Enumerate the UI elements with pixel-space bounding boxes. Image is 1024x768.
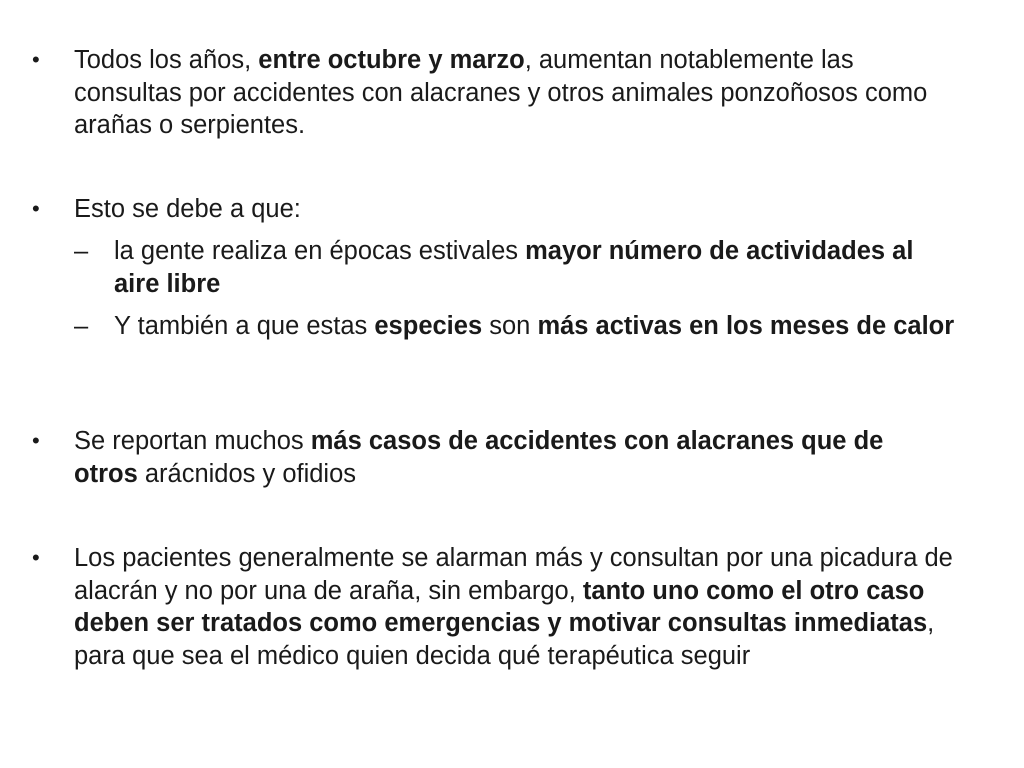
sub-2-bold-a: especies [374,312,483,340]
bullet-item-3 [32,425,954,490]
bullet-icon: • [32,196,40,221]
dash-icon: – [74,237,89,265]
bullet-item-4 [32,542,954,672]
bullet-3-bold-a: más casos de accidentes con alacranes que de otros [74,427,884,488]
bullet-icon: • [32,545,40,570]
sub-2-text-a: Y también a que estas [114,312,375,340]
dash-icon: – [74,312,89,340]
sub-2-bold-b: más activas en los meses de calor [537,312,955,340]
sub-item-2 [74,310,964,343]
sub-1-bold-a: mayor número de actividades al aire libre [114,237,914,298]
bullet-icon: • [32,47,40,72]
bullet-icon: • [32,428,40,453]
bullet-item-1 [32,44,954,142]
bullet-2-text: Esto se debe a que: [74,195,301,223]
bullet-4-bold-a: tanto uno como el otro caso deben ser tratados como emergencias y motivar consultas inmediatas [74,576,928,637]
bullet-4-text-a: Los pacientes generalmente se alarman más y consultan por una picadura de alacrán y no por una de araña, sin embargo, [74,544,953,605]
sub-2-text-b: son [482,312,538,340]
sub-1-text-a: la gente realiza en épocas estivales [114,237,526,265]
bullet-3-text-b: arácnidos y ofidios [137,459,357,488]
bullet-1-text-b: , aumentan notablemente las consultas por accidentes con alacranes y otros animales ponzoñosos como arañas o serpientes. [74,46,928,139]
bullet-4-text-b: , para que sea el médico quien decida qué terapéutica seguir [74,609,935,670]
sub-item-1 [74,235,964,300]
bullet-3-text-a: Se reportan muchos [74,427,311,455]
bullet-1-bold-a: entre octubre y marzo [258,46,525,74]
bullet-1-text-a: Todos los años, [74,46,259,74]
bullet-item-2 [32,193,954,226]
